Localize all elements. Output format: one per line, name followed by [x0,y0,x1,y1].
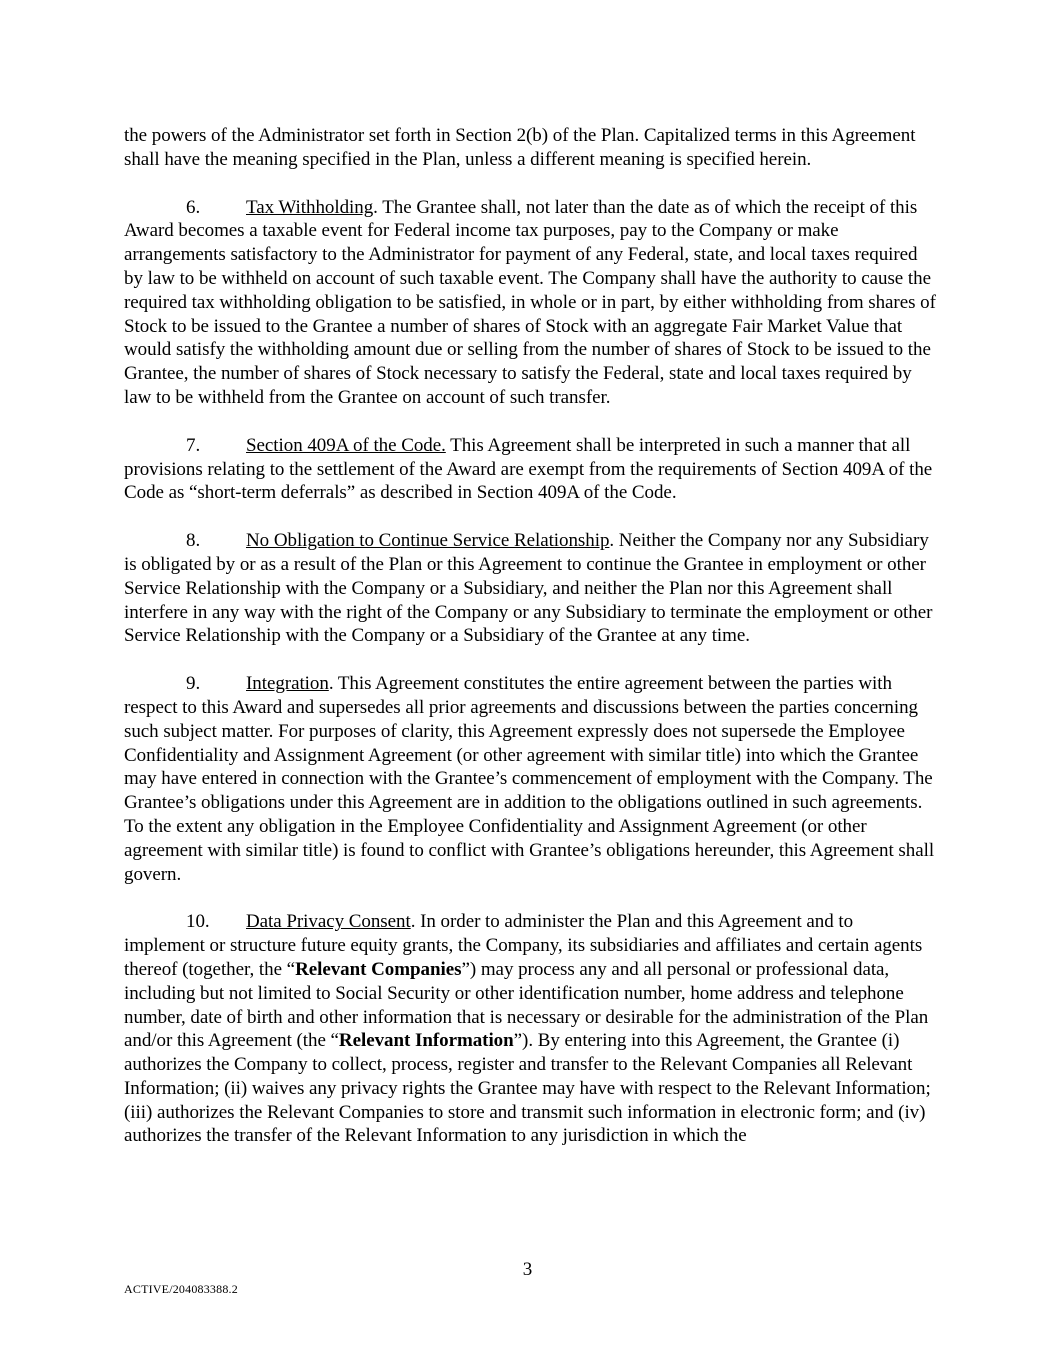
heading-punctuation: . [373,196,378,218]
section-body: Neither the Company nor any Subsidiary is obligated by or as a result of the Plan or this Agreement to continue the Grantee in employment or other Service Relationship with the Company or a Subsidiary, and neither the Plan nor this Agreement shall interfere in any way with the right of the Company or any Subsidiary to terminate the employment or other Service Relationship with the Company or a Subsidiary of the Grantee at any time. [124,530,933,647]
section-number: 7. [186,434,201,456]
section-number: 9. [186,673,201,695]
section-body: This Agreement constitutes the entire agreement between the parties with respect to this Award and supersedes all prior agreements and discussions between the parties concerning such subject matter. For purposes of clarity, this Agreement expressly does not supersede the Employee Confidentiality and Assignment Agreement (or other agreement with similar title) into which the Grantee may have entered in connection with the Grantee’s commencement of employment with the Company. The Grantee’s obligations under this Agreement are in addition to the obligations outlined in such agreements. To the extent any obligation in the Employee Confidentiality and Assignment Agreement (or other agreement with similar title) is found to conflict with Grantee’s obligations hereunder, this Agreement shall govern. [124,673,935,885]
intro-paragraph: the powers of the Administrator set forth in Section 2(b) of the Plan. Capitalized terms in this Agreement shall have the meaning specified in the Plan, unless a different meaning is specified herein. [124,125,916,170]
heading-punctuation: . [410,911,416,933]
section-number: 6. [186,196,201,218]
section-heading: Integration [246,673,329,695]
section-body: The Grantee shall, not later than the date as of which the receipt of this Award becomes a taxable event for Federal income tax purposes, pay to the Company or make arrangements satisfactory to the Administrator for payment of any Federal, state, and local taxes required by law to be withheld on account of such taxable event. The Company shall have the authority to cause the required tax withholding obligation to be satisfied, in whole or in part, by either withholding from shares of Stock to be issued to the Grantee a number of shares of Stock with an aggregate Fair Market Value that would satisfy the withholding amount due or selling from the number of shares of Stock to be issued to the Grantee, the number of shares of Stock necessary to satisfy the Federal, state and local taxes required by law to be withheld from the Grantee on account of such transfer. [124,196,936,408]
section-body-part-c: ”). By entering into this Agreement, the Grantee (i) authorizes the Company to collect, process, register and transfer to the Relevant Companies all Relevant Information; (ii) waives any privacy rights the Grantee may have with respect to the Relevant Information; (iii) authorizes the Relevant Companies to store and transmit such information in electronic form; and (iv) authorizes the transfer of the Relevant Information to any jurisdiction in which the [124,1030,931,1147]
document-body [124,124,936,1172]
section-heading: No Obligation to Continue Service Relationship [246,530,610,552]
section-7-paragraph [124,434,936,505]
defined-term-relevant-companies: Relevant Companies [295,958,462,980]
section-heading: Section 409A of the Code. [246,434,446,456]
section-10-paragraph [124,910,936,1148]
section-number: 10. [186,911,210,933]
document-id: ACTIVE/204083388.2 [124,1282,238,1296]
section-heading: Tax Withholding [246,196,374,218]
section-body: This Agreement shall be interpreted in such a manner that all provisions relating to the settlement of the Award are exempt from the requirements of Section 409A of the Code as “short-term deferrals” as described in Section 409A of the Code. [124,434,933,504]
section-body-part-b: ”) may process any and all personal or professional data, including but not limited to Social Security or other identification number, home address and telephone number, date of birth and other information that is necessary or desirable for the administration of the Plan and/or this Agreement (the “ [124,958,929,1052]
section-6-paragraph [124,196,936,410]
defined-term-relevant-information: Relevant Information [338,1030,514,1052]
page-number: 3 [522,1259,533,1280]
section-heading: Data Privacy Consent [246,911,411,933]
section-9-paragraph [124,672,936,886]
section-8-paragraph [124,529,936,648]
section-body-part-a: In order to administer the Plan and this Agreement and to implement or structure future equity grants, the Company, its subsidiaries and affiliates and certain agents thereof (together, the “ [124,911,923,980]
heading-punctuation: . [609,530,615,552]
section-number: 8. [186,530,201,552]
heading-punctuation: . [328,673,334,695]
